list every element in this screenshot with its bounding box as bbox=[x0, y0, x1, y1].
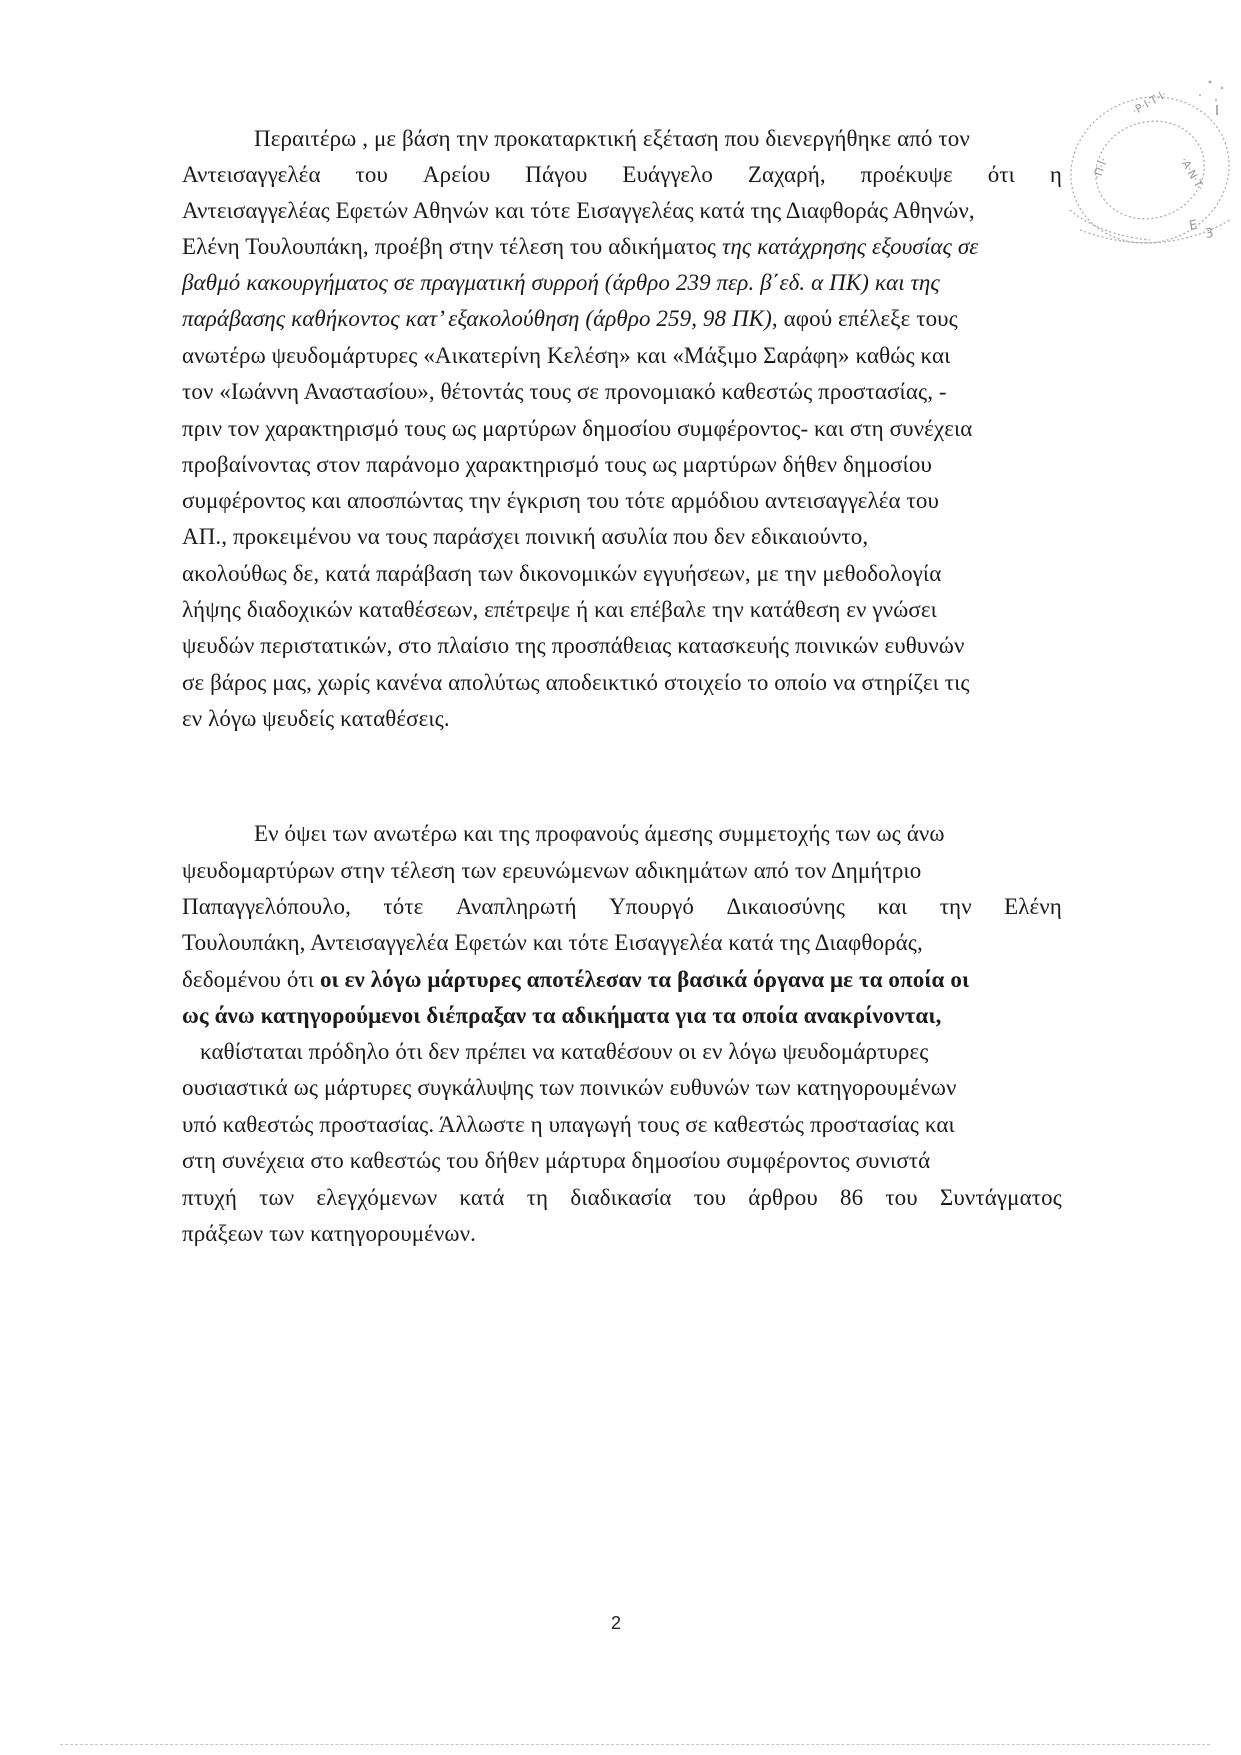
svg-text:·Α·Ν·Τ·: ·Α·Ν·Τ· bbox=[1177, 155, 1207, 194]
text-line: πριν τον χαρακτηρισμό τους ως μαρτύρων δημοσίου συμφέροντος- και στη συνέχεια bbox=[182, 416, 973, 441]
text-line: Αντεισαγγελέας Εφετών Αθηνών και τότε Εισαγγελέας κατά της Διαφθοράς Αθηνών, bbox=[182, 198, 975, 223]
text-line: ακολούθως δε, κατά παράβαση των δικονομικών εγγυήσεων, με την μεθοδολογία bbox=[182, 561, 942, 586]
text-line: Αντεισαγγελέα του Αρείου Πάγου Ευάγγελο Ζαχαρή, προέκυψε ότι η bbox=[182, 162, 1062, 187]
text-line: Εν όψει των ανωτέρω και της προφανούς άμεσης συμμετοχής των ως άνω bbox=[254, 821, 945, 846]
svg-text:·Π·Ι·: ·Π·Ι· bbox=[1090, 155, 1111, 182]
text-line: εν λόγω ψευδείς καταθέσεις. bbox=[182, 706, 450, 731]
text-line: Ελένη Τουλουπάκη, προέβη στην τέλεση του αδικήματος της κατάχρησης εξουσίας σε bbox=[182, 234, 979, 259]
official-stamp bbox=[1040, 60, 1240, 290]
text-line: ψευδών περιστατικών, στο πλαίσιο της προσπάθειας κατασκευής ποινικών ευθυνών bbox=[182, 633, 965, 658]
text-line: παράβασης καθήκοντος κατ’ εξακολούθηση (άρθρο 259, 98 ΠΚ), αφού επέλεξε τους bbox=[182, 306, 958, 331]
text-line: Παπαγγελόπουλο, τότε Αναπληρωτή Υπουργό Δικαιοσύνης και την Ελένη bbox=[182, 894, 1062, 919]
svg-text:·Ρ·Ι·Τ·Ι·: ·Ρ·Ι·Τ·Ι· bbox=[1130, 87, 1169, 118]
page-number: 2 bbox=[611, 1613, 622, 1633]
text-line: ψευδομαρτύρων στην τέλεση των ερευνώμενων αδικημάτων από τον Δημήτριο bbox=[182, 858, 922, 883]
text-line: υπό καθεστώς προστασίας. Άλλωστε η υπαγωγή τους σε καθεστώς προστασίας και bbox=[182, 1112, 955, 1137]
text-line: ΑΠ., προκειμένου να τους παράσχει ποινική ασυλία που δεν εδικαιούντο, bbox=[182, 524, 869, 549]
text-line: τον «Ιωάννη Αναστασίου», θέτοντάς τους σε προνομιακό καθεστώς προστασίας, - bbox=[182, 379, 947, 404]
text-line: δεδομένου ότι οι εν λόγω μάρτυρες αποτέλεσαν τα βασικά όργανα με τα οποία οι bbox=[182, 967, 970, 992]
text-line: πράξεων των κατηγορουμένων. bbox=[182, 1221, 476, 1246]
svg-text:Ε: Ε bbox=[1188, 217, 1199, 234]
text-line: προβαίνοντας στον παράνομο χαρακτηρισμό τους ως μαρτύρων δήθεν δημοσίου bbox=[182, 452, 932, 477]
text-line: καθίσταται πρόδηλο ότι δεν πρέπει να καταθέσουν οι εν λόγω ψευδομάρτυρες bbox=[200, 1039, 929, 1064]
text-line: στη συνέχεια στο καθεστώς του δήθεν μάρτυρα δημοσίου συμφέροντος συνιστά bbox=[182, 1148, 931, 1173]
text-line: βαθμό κακουργήματος σε πραγματική συρροή (άρθρο 239 περ. β΄εδ. α ΠΚ) και της bbox=[182, 270, 940, 295]
text-line: ανωτέρω ψευδομάρτυρες «Αικατερίνη Κελέση» και «Μάξιμο Σαράφη» καθώς και bbox=[182, 343, 951, 368]
svg-text:3: 3 bbox=[1204, 225, 1215, 242]
text-line: Περαιτέρω , με βάση την προκαταρκτική εξέταση που διενεργήθηκε από τον bbox=[254, 126, 970, 151]
text-line: σε βάρος μας, χωρίς κανένα απολύτως αποδεικτικό στοιχείο το οποίο να στηρίζει τις bbox=[182, 670, 970, 695]
text-line: Τουλουπάκη, Αντεισαγγελέα Εφετών και τότε Εισαγγελέα κατά της Διαφθοράς, bbox=[182, 930, 923, 955]
text-line: ως άνω κατηγορούμενοι διέπραξαν τα αδικήματα για τα οποία ανακρίνονται, bbox=[182, 1003, 942, 1028]
text-line: ουσιαστικά ως μάρτυρες συγκάλυψης των ποινικών ευθυνών των κατηγορουμένων bbox=[182, 1075, 957, 1100]
text-line: πτυχή των ελεγχόμενων κατά τη διαδικασία του άρθρου 86 του Συντάγματος bbox=[182, 1185, 1062, 1210]
scan-artifact-line bbox=[60, 1744, 1210, 1747]
text-line: λήψης διαδοχικών καταθέσεων, επέτρεψε ή και επέβαλε την κατάθεση εν γνώσει bbox=[182, 597, 937, 622]
text-line: συμφέροντος και αποσπώντας την έγκριση του τότε αρμόδιου αντεισαγγελέα του bbox=[182, 488, 939, 513]
